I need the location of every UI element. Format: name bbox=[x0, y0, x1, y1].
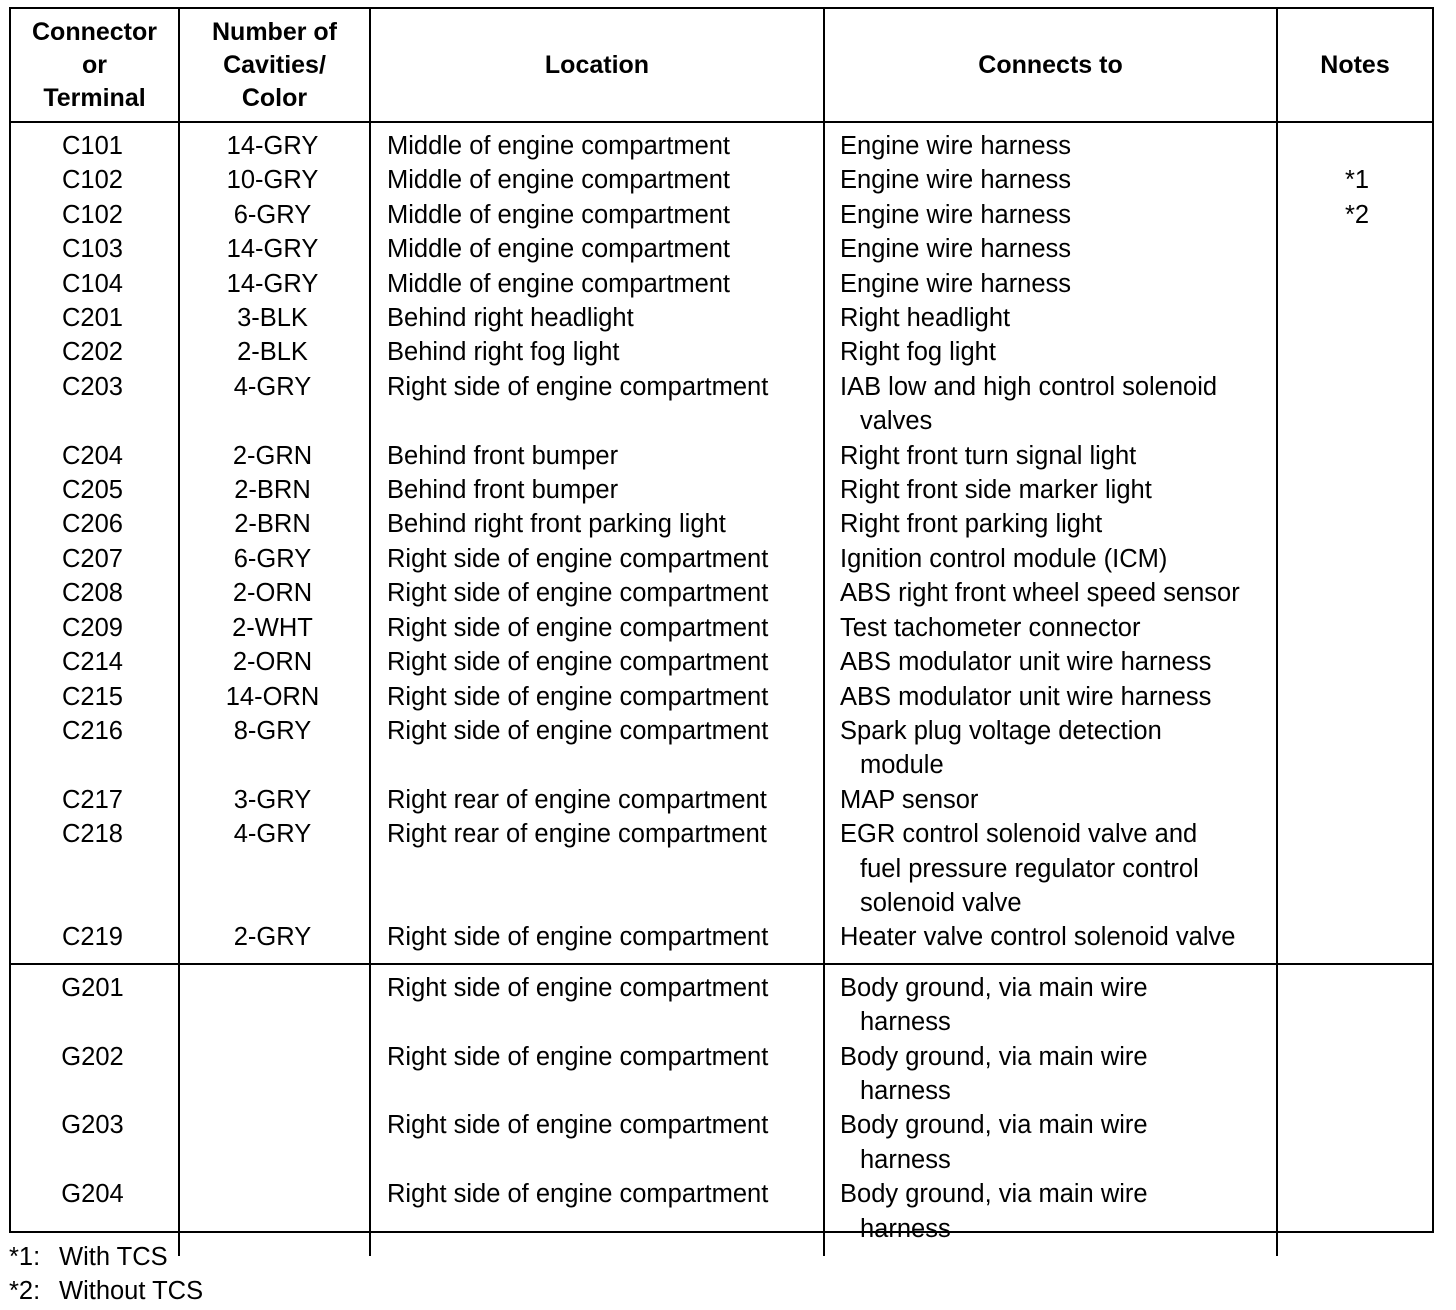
footnote bbox=[9, 1240, 203, 1274]
cavities-color bbox=[179, 1108, 370, 1177]
table-row bbox=[11, 507, 1432, 541]
table-row bbox=[11, 611, 1432, 645]
table-row bbox=[11, 817, 1432, 920]
location: Right side of engine compartment bbox=[370, 611, 824, 645]
note bbox=[1277, 507, 1432, 541]
connector-id: G204 bbox=[11, 1177, 179, 1256]
note bbox=[1277, 267, 1432, 301]
table-row bbox=[11, 714, 1432, 783]
note bbox=[1277, 714, 1432, 783]
connects-to-line: ABS right front wheel speed sensor bbox=[840, 579, 1240, 608]
location: Right side of engine compartment bbox=[370, 370, 824, 439]
note: *1 bbox=[1344, 166, 1370, 195]
connects-to-line: Right front parking light bbox=[840, 510, 1103, 539]
location: Right side of engine compartment bbox=[370, 920, 824, 963]
location: Right side of engine compartment bbox=[370, 714, 824, 783]
connects-to-line: valves bbox=[860, 407, 933, 436]
table-row bbox=[11, 370, 1432, 439]
connects-to-line: Right front turn signal light bbox=[840, 441, 1137, 470]
note bbox=[1277, 542, 1432, 576]
note bbox=[1277, 1108, 1432, 1177]
table-row bbox=[11, 301, 1432, 335]
table-row bbox=[11, 920, 1432, 963]
table-row bbox=[11, 576, 1432, 610]
connects-to bbox=[824, 645, 1277, 679]
table-row bbox=[11, 542, 1432, 576]
connects-to-line: IAB low and high control solenoid bbox=[840, 372, 1218, 401]
cavities-color: 2-WHT bbox=[179, 611, 370, 645]
location: Behind right front parking light bbox=[370, 507, 824, 541]
connector-table bbox=[9, 7, 1434, 1243]
cavities-color: 10-GRY bbox=[179, 163, 370, 197]
connector-id: C102 bbox=[11, 163, 179, 197]
note bbox=[1277, 645, 1432, 679]
table-row bbox=[11, 232, 1432, 266]
connects-to-line: Body ground, via main wire bbox=[840, 1111, 1148, 1140]
cavities-color: 2-BRN bbox=[179, 507, 370, 541]
location: Right side of engine compartment bbox=[370, 542, 824, 576]
connects-to-line: Engine wire harness bbox=[840, 269, 1072, 298]
cavities-color: 14-GRY bbox=[179, 122, 370, 163]
table-row bbox=[11, 964, 1432, 1040]
connector-id: G201 bbox=[11, 964, 179, 1040]
cavities-color bbox=[179, 964, 370, 1040]
note bbox=[1277, 473, 1432, 507]
cavities-color: 2-GRN bbox=[179, 439, 370, 473]
connects-to bbox=[824, 122, 1277, 163]
connects-to bbox=[824, 576, 1277, 610]
cavities-color: 2-GRY bbox=[179, 920, 370, 963]
connects-to bbox=[824, 335, 1277, 369]
note bbox=[1277, 576, 1432, 610]
note bbox=[1277, 335, 1432, 369]
connects-to bbox=[824, 1108, 1277, 1177]
connector-id: C203 bbox=[11, 370, 179, 439]
connects-to bbox=[824, 611, 1277, 645]
cavities-color: 14-GRY bbox=[179, 232, 370, 266]
note bbox=[1277, 920, 1432, 963]
connector-id: C217 bbox=[11, 783, 179, 817]
connector-id: C204 bbox=[11, 439, 179, 473]
note bbox=[1277, 783, 1432, 817]
note bbox=[1277, 122, 1432, 163]
table-row bbox=[11, 1040, 1432, 1109]
connector-id: C102 bbox=[11, 198, 179, 232]
table-row bbox=[11, 680, 1432, 714]
connects-to-line: Engine wire harness bbox=[840, 200, 1072, 229]
connector-id: C218 bbox=[11, 817, 179, 920]
header-connector: Connector or Terminal bbox=[11, 9, 179, 122]
note bbox=[1277, 232, 1432, 266]
location: Right side of engine compartment bbox=[370, 680, 824, 714]
cavities-color: 2-BRN bbox=[179, 473, 370, 507]
connects-to-line: harness bbox=[860, 1145, 951, 1174]
location: Right side of engine compartment bbox=[370, 1108, 824, 1177]
connector-id: C208 bbox=[11, 576, 179, 610]
connector-id: C215 bbox=[11, 680, 179, 714]
location: Right side of engine compartment bbox=[370, 576, 824, 610]
connector-id: C202 bbox=[11, 335, 179, 369]
header-location: Location bbox=[370, 9, 824, 122]
cavities-color: 4-GRY bbox=[179, 817, 370, 920]
table-row bbox=[11, 198, 1432, 232]
connects-to-line: fuel pressure regulator control bbox=[860, 854, 1199, 883]
connector-id: C101 bbox=[11, 122, 179, 163]
location: Behind right fog light bbox=[370, 335, 824, 369]
cavities-color: 2-ORN bbox=[179, 645, 370, 679]
connector-id: C214 bbox=[11, 645, 179, 679]
connector-table-grid bbox=[11, 9, 1432, 1256]
note bbox=[1277, 370, 1432, 439]
connects-to-line: Body ground, via main wire bbox=[840, 1180, 1148, 1209]
connector-id: C104 bbox=[11, 267, 179, 301]
location: Middle of engine compartment bbox=[370, 122, 824, 163]
connects-to-line: Test tachometer connector bbox=[840, 613, 1141, 642]
note bbox=[1277, 964, 1432, 1040]
note bbox=[1277, 817, 1432, 920]
connects-to bbox=[824, 1040, 1277, 1109]
location: Right side of engine compartment bbox=[370, 1040, 824, 1109]
location: Right side of engine compartment bbox=[370, 964, 824, 1040]
cavities-color: 3-BLK bbox=[179, 301, 370, 335]
location: Right side of engine compartment bbox=[370, 645, 824, 679]
connects-to bbox=[824, 1177, 1277, 1256]
connects-to bbox=[824, 714, 1277, 783]
connects-to-line: MAP sensor bbox=[840, 785, 979, 814]
table-body bbox=[11, 122, 1432, 1256]
connects-to-line: module bbox=[860, 751, 944, 780]
connector-id: C201 bbox=[11, 301, 179, 335]
cavities-color: 6-GRY bbox=[179, 198, 370, 232]
header-connects-to: Connects to bbox=[824, 9, 1277, 122]
footnote-mark: *1: bbox=[9, 1243, 41, 1271]
connector-id: C207 bbox=[11, 542, 179, 576]
cavities-color: 3-GRY bbox=[179, 783, 370, 817]
connects-to-line: Right fog light bbox=[840, 338, 996, 367]
connects-to bbox=[824, 542, 1277, 576]
connects-to bbox=[824, 370, 1277, 439]
connector-id: C216 bbox=[11, 714, 179, 783]
connects-to-line: ABS modulator unit wire harness bbox=[840, 648, 1212, 677]
table-row bbox=[11, 1177, 1432, 1256]
connects-to-line: harness bbox=[860, 1076, 951, 1105]
table-row bbox=[11, 335, 1432, 369]
table-row bbox=[11, 473, 1432, 507]
connects-to bbox=[824, 680, 1277, 714]
table-row bbox=[11, 645, 1432, 679]
footnote-text: Without TCS bbox=[59, 1277, 204, 1305]
connects-to-line: solenoid valve bbox=[860, 888, 1022, 917]
location: Behind right headlight bbox=[370, 301, 824, 335]
connects-to bbox=[824, 163, 1277, 197]
header-cavities: Number of Cavities/ Color bbox=[179, 9, 370, 122]
location: Middle of engine compartment bbox=[370, 198, 824, 232]
footnote-text: With TCS bbox=[59, 1243, 168, 1271]
cavities-color: 4-GRY bbox=[179, 370, 370, 439]
note bbox=[1277, 1177, 1432, 1256]
table-row bbox=[11, 122, 1432, 163]
connector-id: C209 bbox=[11, 611, 179, 645]
table-row bbox=[11, 783, 1432, 817]
connects-to-line: Spark plug voltage detection bbox=[840, 716, 1162, 745]
connects-to-line: Engine wire harness bbox=[840, 132, 1072, 160]
connects-to bbox=[824, 964, 1277, 1040]
connects-to bbox=[824, 232, 1277, 266]
connects-to bbox=[824, 817, 1277, 920]
table-row bbox=[11, 163, 1432, 197]
note bbox=[1277, 611, 1432, 645]
table-row bbox=[11, 1108, 1432, 1177]
connects-to-line: ABS modulator unit wire harness bbox=[840, 682, 1212, 711]
cavities-color: 14-GRY bbox=[179, 267, 370, 301]
note bbox=[1277, 1040, 1432, 1109]
connects-to-line: Body ground, via main wire bbox=[840, 973, 1148, 1002]
connects-to bbox=[824, 783, 1277, 817]
note: *2 bbox=[1344, 200, 1370, 229]
location: Middle of engine compartment bbox=[370, 232, 824, 266]
connects-to bbox=[824, 920, 1277, 963]
cavities-color bbox=[179, 1040, 370, 1109]
connects-to-line: Heater valve control solenoid valve bbox=[840, 923, 1236, 952]
connects-to-line: Right front side marker light bbox=[840, 476, 1152, 505]
location: Behind front bumper bbox=[370, 439, 824, 473]
footnotes bbox=[9, 1240, 203, 1308]
note bbox=[1277, 439, 1432, 473]
note bbox=[1277, 301, 1432, 335]
table-row bbox=[11, 439, 1432, 473]
cavities-color: 6-GRY bbox=[179, 542, 370, 576]
connector-id: C103 bbox=[11, 232, 179, 266]
footnote-mark: *2: bbox=[9, 1277, 41, 1305]
note bbox=[1277, 680, 1432, 714]
connector-id: C205 bbox=[11, 473, 179, 507]
connects-to bbox=[824, 267, 1277, 301]
connector-id: G203 bbox=[11, 1108, 179, 1177]
cavities-color: 8-GRY bbox=[179, 714, 370, 783]
connects-to-line: Engine wire harness bbox=[840, 235, 1072, 264]
connects-to-line: Engine wire harness bbox=[840, 166, 1072, 195]
connects-to bbox=[824, 473, 1277, 507]
connector-id: C219 bbox=[11, 920, 179, 963]
connects-to bbox=[824, 198, 1277, 232]
location: Middle of engine compartment bbox=[370, 163, 824, 197]
connects-to-line: Ignition control module (ICM) bbox=[840, 544, 1168, 573]
connects-to bbox=[824, 301, 1277, 335]
header-notes: Notes bbox=[1277, 9, 1432, 122]
header-row bbox=[11, 9, 1432, 122]
cavities-color bbox=[179, 1177, 370, 1256]
location: Right rear of engine compartment bbox=[370, 783, 824, 817]
connector-id: G202 bbox=[11, 1040, 179, 1109]
connects-to-line: harness bbox=[860, 1214, 951, 1243]
cavities-color: 2-BLK bbox=[179, 335, 370, 369]
connects-to-line: Body ground, via main wire bbox=[840, 1042, 1148, 1071]
location: Right side of engine compartment bbox=[370, 1177, 824, 1256]
cavities-color: 2-ORN bbox=[179, 576, 370, 610]
location: Right rear of engine compartment bbox=[370, 817, 824, 920]
connects-to-line: Right headlight bbox=[840, 304, 1011, 333]
location: Middle of engine compartment bbox=[370, 267, 824, 301]
location: Behind front bumper bbox=[370, 473, 824, 507]
connects-to bbox=[824, 507, 1277, 541]
connects-to bbox=[824, 439, 1277, 473]
cavities-color: 14-ORN bbox=[179, 680, 370, 714]
connects-to-line: harness bbox=[860, 1008, 951, 1037]
table-row bbox=[11, 267, 1432, 301]
connects-to-line: EGR control solenoid valve and bbox=[840, 820, 1198, 849]
connector-id: C206 bbox=[11, 507, 179, 541]
footnote bbox=[9, 1274, 203, 1308]
